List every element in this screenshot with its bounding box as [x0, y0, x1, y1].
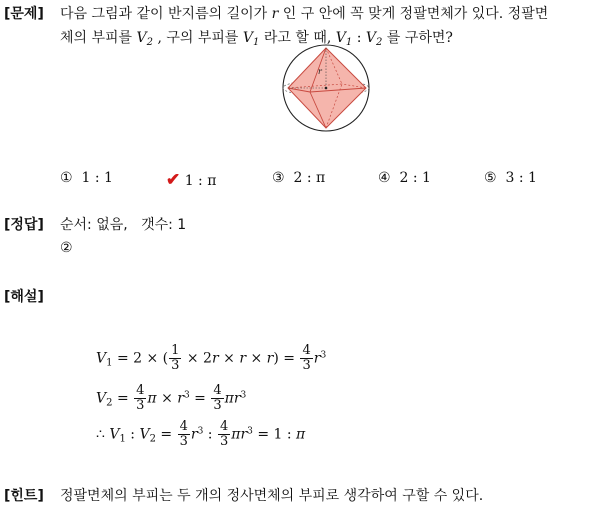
- answer-order: 순서: 없음,: [60, 217, 128, 233]
- question-line-2: 체의 부피를 $V_2$ , 구의 부피를 $V_1$ 라고 할 때, $V_1$ : $V_2$ 를 구하면?: [60, 30, 453, 48]
- choice-3[interactable]: [272, 170, 325, 186]
- choice-number: ⑤: [484, 170, 497, 186]
- radius-label: r: [318, 67, 322, 76]
- answer-meta: [60, 214, 186, 234]
- choice-4[interactable]: [378, 170, 431, 186]
- question-text-f: 를 구하면?: [386, 30, 453, 46]
- hint-text: 정팔면체의 부피는 두 개의 정사면체의 부피로 생각하여 구할 수 있다.: [60, 488, 484, 504]
- equation-v2: $V_2$ = $\frac{4}{3}$ $\pi \times r^3$ = $\frac{4}{3}$ $\pi r^3$: [96, 383, 247, 413]
- equation-ratio: ∴ $V_1$ : $V_2$ = $\frac{4}{3}$ $r^3$ : $\frac{4}{3}$ $\pi r^3 = 1$ : π: [96, 419, 306, 449]
- choice-1[interactable]: [60, 170, 113, 186]
- choice-number: ④: [378, 170, 391, 186]
- question-text-b: 인 구 안에 꼭 맞게 정팔면체가 있다. 정팔면: [282, 6, 549, 22]
- solution-tag: [해설]: [4, 289, 44, 305]
- choice-text: 3 : 1: [505, 170, 537, 186]
- choice-number: ①: [60, 170, 73, 186]
- choice-text: 2 : 1: [399, 170, 431, 186]
- checkmark-icon: ✔: [166, 170, 181, 190]
- question-text-a: 다음 그림과 같이 반지름의 길이가: [60, 6, 268, 22]
- choice-2[interactable]: [166, 170, 216, 190]
- answer-tag: [정답]: [4, 217, 44, 233]
- choice-text: 1 : 1: [81, 170, 113, 186]
- hint-tag: [힌트]: [4, 488, 44, 504]
- v2-symbol: $V_2$: [136, 30, 154, 48]
- answer-count: 갯수: 1: [141, 217, 187, 233]
- choice-number: ③: [272, 170, 285, 186]
- ratio-symbol: $V_1$: [335, 30, 353, 48]
- equation-v1: $V_1 = 2$ × ( $\frac{1}{3}$ × 2r × r × r) = $\frac{4}{3}$ $r^3$: [96, 343, 327, 373]
- question-line-1: [60, 3, 548, 23]
- question-text-e: 라고 할 때,: [263, 30, 332, 46]
- sphere-center: [325, 87, 328, 90]
- question-text-d: , 구의 부피를: [157, 30, 239, 46]
- radius-var: r: [271, 6, 279, 22]
- question-text-c: 체의 부피를: [60, 30, 133, 46]
- answer-value: ②: [60, 240, 73, 256]
- v1-symbol: $V_1$: [242, 30, 260, 48]
- choice-text: 2 : π: [293, 170, 326, 186]
- choice-text: 1 : π: [184, 173, 217, 189]
- question-tag: [문제]: [4, 6, 44, 22]
- choice-5[interactable]: [484, 170, 537, 186]
- octahedron-in-sphere-figure: [280, 42, 372, 134]
